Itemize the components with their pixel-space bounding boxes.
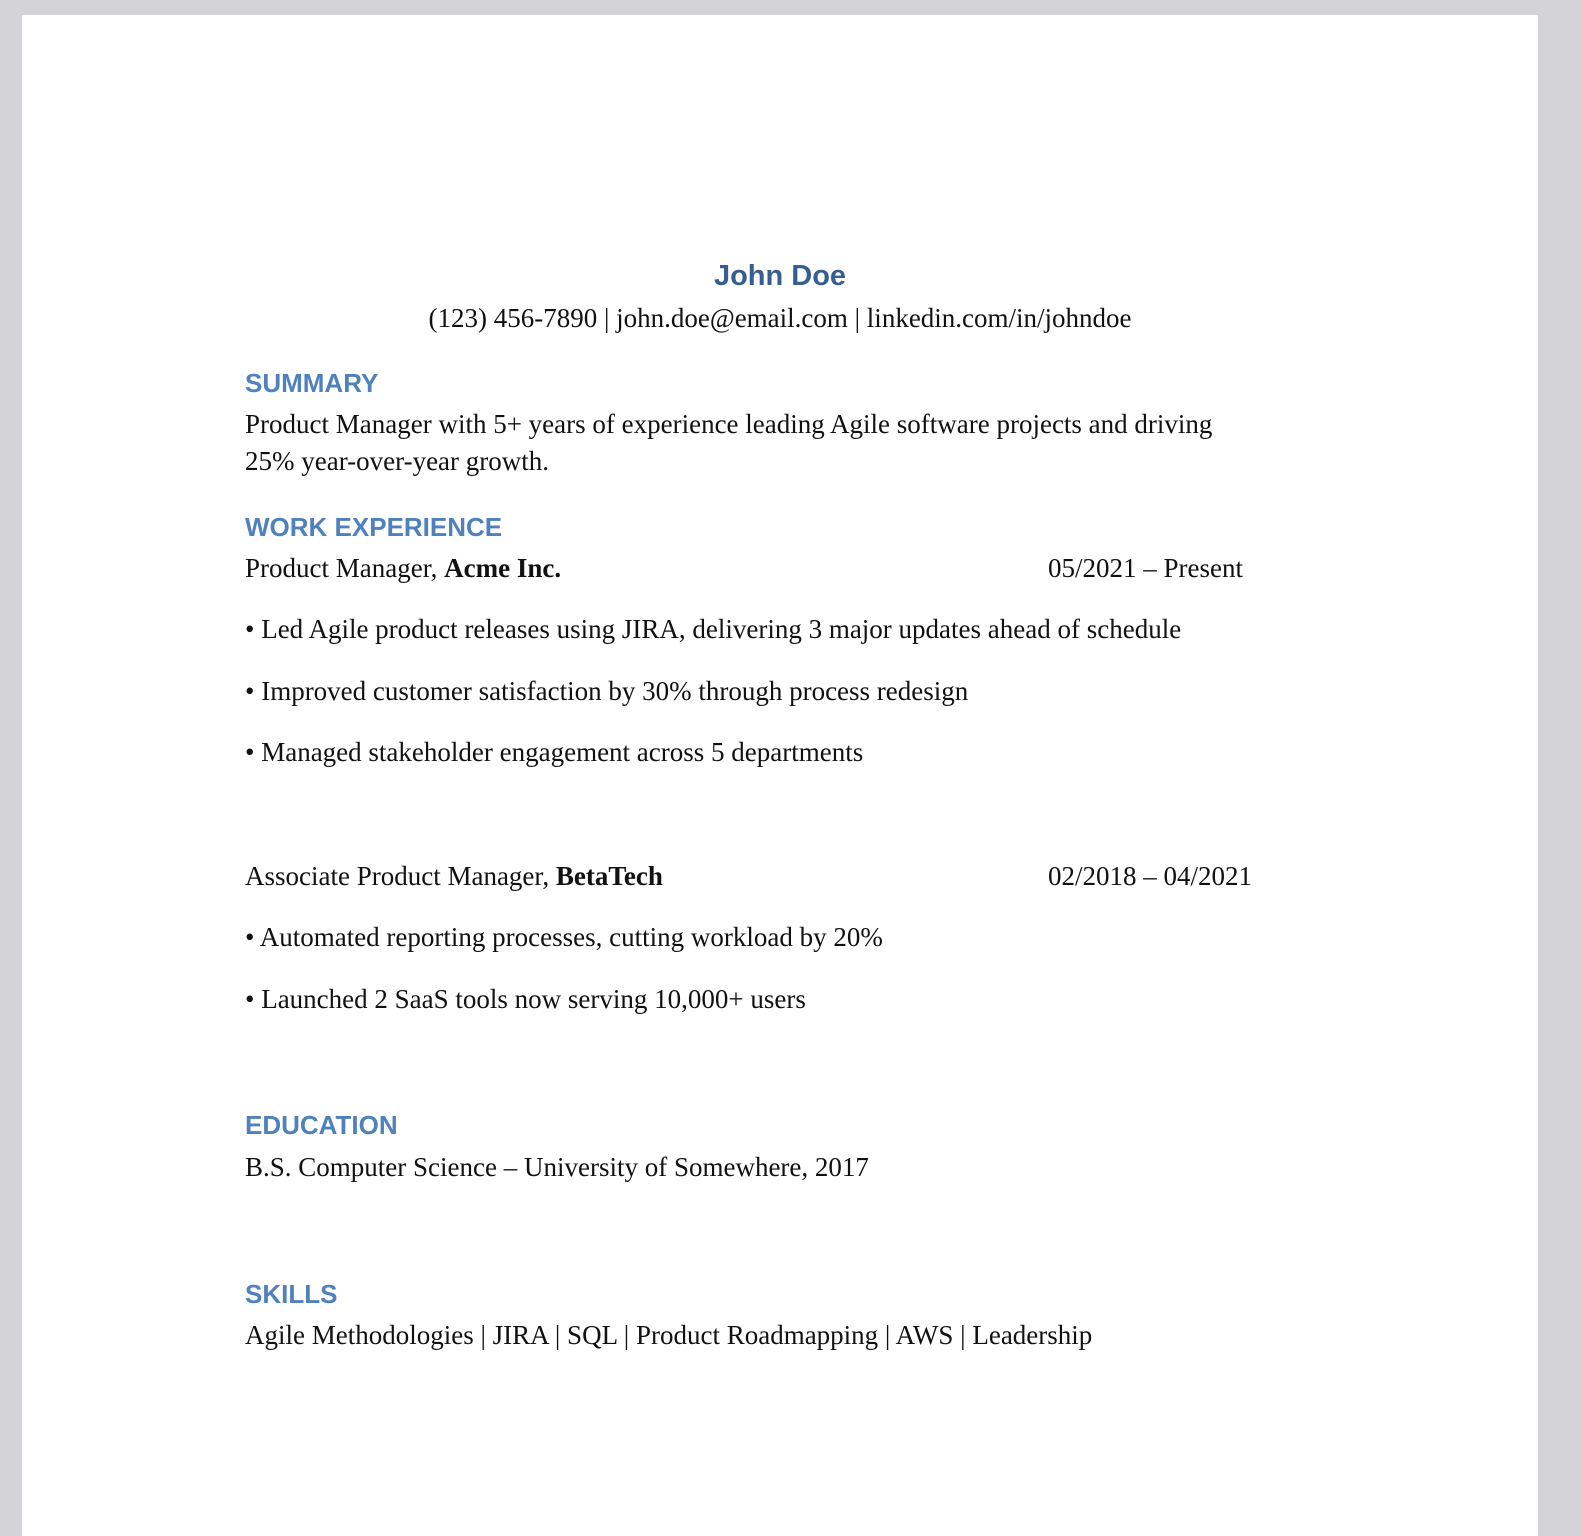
education-entry: B.S. Computer Science – University of Somewhere, 2017: [245, 1152, 869, 1182]
job-company: Acme Inc.: [444, 553, 562, 583]
education-heading: EDUCATION: [245, 1110, 398, 1140]
summary-heading: SUMMARY: [245, 368, 379, 398]
summary-line: 25% year-over-year growth.: [245, 446, 550, 476]
job-bullet: • Led Agile product releases using JIRA, delivering 3 major updates ahead of schedule: [245, 614, 1182, 644]
job-title: [245, 555, 561, 582]
job-bullet: • Improved customer satisfaction by 30% through process redesign: [245, 676, 969, 706]
job-bullet: • Automated reporting processes, cutting workload by 20%: [245, 922, 883, 952]
summary-line: Product Manager with 5+ years of experience leading Agile software projects and driving: [245, 409, 1213, 439]
skills-list: Agile Methodologies | JIRA | SQL | Product Roadmapping | AWS | Leadership: [245, 1320, 1093, 1350]
job-dates: 02/2018 – 04/2021: [1048, 861, 1253, 891]
job-dates: 05/2021 – Present: [1048, 553, 1243, 583]
job-bullet: • Launched 2 SaaS tools now serving 10,000+ users: [245, 984, 806, 1014]
job-bullet: • Managed stakeholder engagement across 5 departments: [245, 737, 864, 767]
job-role: Associate Product Manager,: [245, 861, 556, 891]
job-role: Product Manager,: [245, 553, 445, 583]
contact-info: (123) 456-7890 | john.doe@email.com | linkedin.com/in/johndoe: [428, 303, 1132, 333]
job-title: [245, 863, 663, 890]
skills-heading: SKILLS: [245, 1279, 338, 1309]
work-experience-heading: WORK EXPERIENCE: [245, 512, 503, 542]
job-company: BetaTech: [555, 861, 663, 891]
candidate-name: John Doe: [713, 260, 847, 292]
